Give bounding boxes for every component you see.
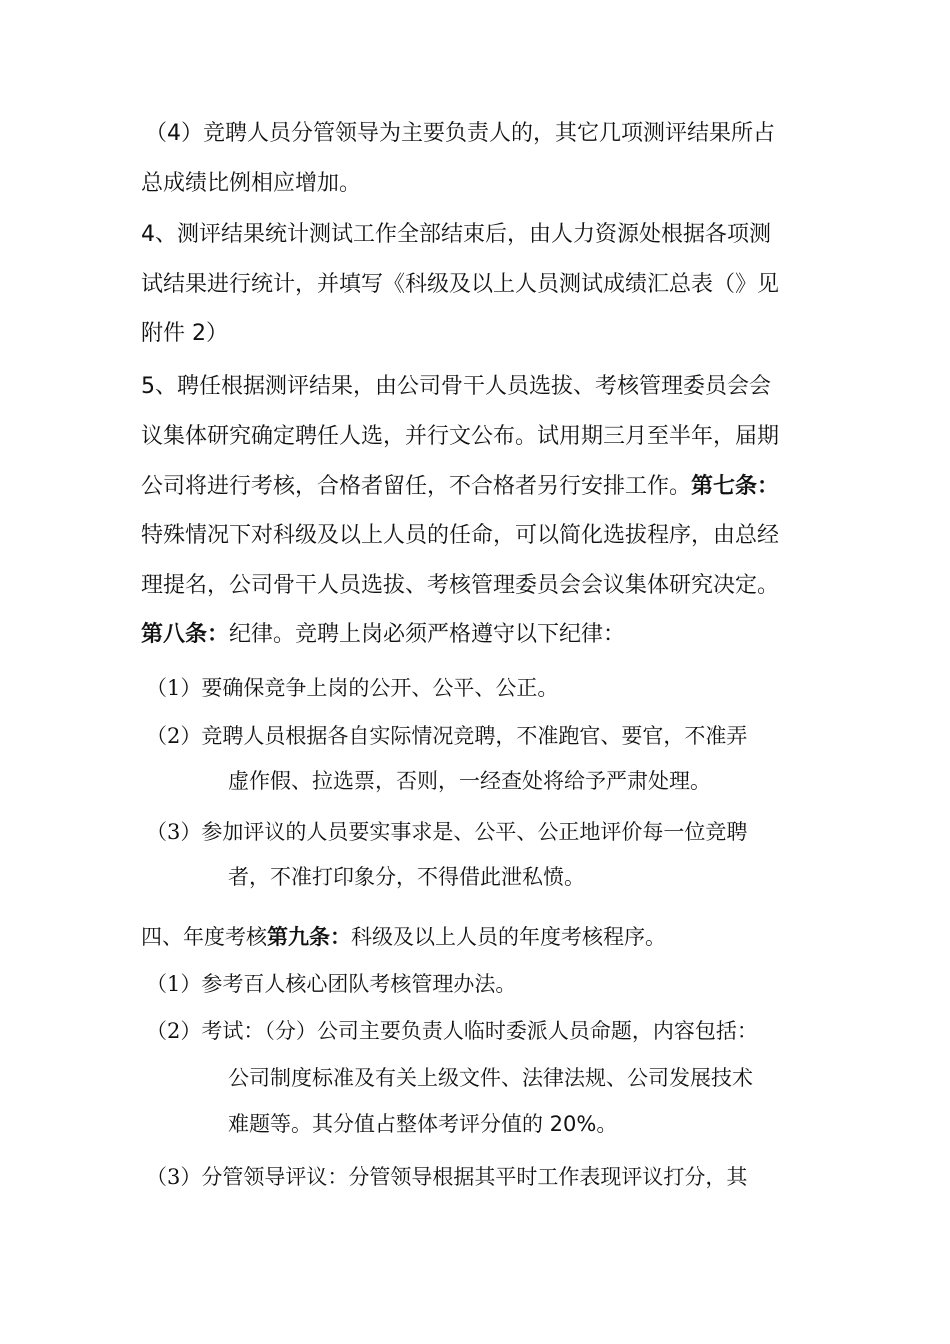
- paragraph-line: 议集体研究确定聘任人选，并行文公布。试用期三月至半年，届期: [141, 424, 780, 449]
- paragraph-line: 特殊情况下对科级及以上人员的任命，可以简化选拔程序，由总经: [141, 523, 780, 548]
- list-item: [146, 1021, 758, 1042]
- paragraph-line: [141, 624, 625, 646]
- paragraph-text: 科级及以上人员的年度考核程序。: [351, 925, 666, 949]
- list-item: [146, 678, 558, 699]
- list-continuation: 者，不准打印象分，不得借此泄私愤。: [228, 865, 585, 889]
- list-number: （1）: [146, 676, 202, 700]
- list-item: [146, 974, 516, 995]
- list-number: （2）: [146, 724, 202, 748]
- list-continuation: 难题等。其分值占整体考评分值的 20%。: [228, 1112, 618, 1136]
- list-text: 要确保竞争上岗的公开、公平、公正。: [201, 676, 559, 700]
- paragraph-line: [141, 476, 779, 498]
- paragraph-line: 试结果进行统计，并填写《科级及以上人员测试成绩汇总表（》见: [141, 272, 780, 297]
- article-heading: 第八条：: [141, 622, 230, 647]
- section-heading: [141, 927, 666, 948]
- list-text: 参考百人核心团队考核管理办法。: [201, 972, 517, 996]
- list-text: 分管领导评议：分管领导根据其平时工作表现评议打分，其: [201, 1165, 748, 1189]
- list-item: [146, 726, 747, 747]
- list-number: （3）: [146, 820, 202, 844]
- paragraph-text: 公司将进行考核，合格者留任，不合格者另行安排工作。: [141, 474, 692, 499]
- paragraph-line: 附件 2）: [141, 321, 228, 346]
- list-text: 竞聘人员根据各自实际情况竞聘，不准跑官、要官，不准弄: [201, 724, 748, 748]
- paragraph-text: 纪律。竞聘上岗必须严格遵守以下纪律：: [229, 622, 626, 647]
- paragraph-line: （4）竞聘人员分管领导为主要负责人的，其它几项测评结果所占: [145, 121, 775, 146]
- list-number: （1）: [146, 972, 202, 996]
- list-item: [146, 1167, 747, 1188]
- paragraph-line: 5、聘任根据测评结果，由公司骨干人员选拔、考核管理委员会会: [141, 374, 771, 399]
- paragraph-line: 理提名，公司骨干人员选拔、考核管理委员会会议集体研究决定。: [141, 573, 780, 598]
- list-item: [146, 822, 747, 843]
- list-number: （2）: [146, 1019, 202, 1043]
- paragraph-line: 4、测评结果统计测试工作全部结束后，由人力资源处根据各项测: [141, 222, 771, 247]
- list-continuation: 公司制度标准及有关上级文件、法律法规、公司发展技术: [228, 1066, 753, 1090]
- list-text: 考试：（分）公司主要负责人临时委派人员命题，内容包括：: [201, 1019, 758, 1043]
- article-heading: 第九条：: [267, 925, 351, 949]
- list-text: 参加评议的人员要实事求是、公平、公正地评价每一位竞聘: [201, 820, 748, 844]
- section-prefix: 四、年度考核: [141, 925, 267, 949]
- list-continuation: 虚作假、拉选票，否则，一经查处将给予严肃处理。: [228, 769, 711, 793]
- list-number: （3）: [146, 1165, 202, 1189]
- article-heading: 第七条：: [691, 474, 780, 499]
- paragraph-line: 总成绩比例相应增加。: [141, 171, 362, 196]
